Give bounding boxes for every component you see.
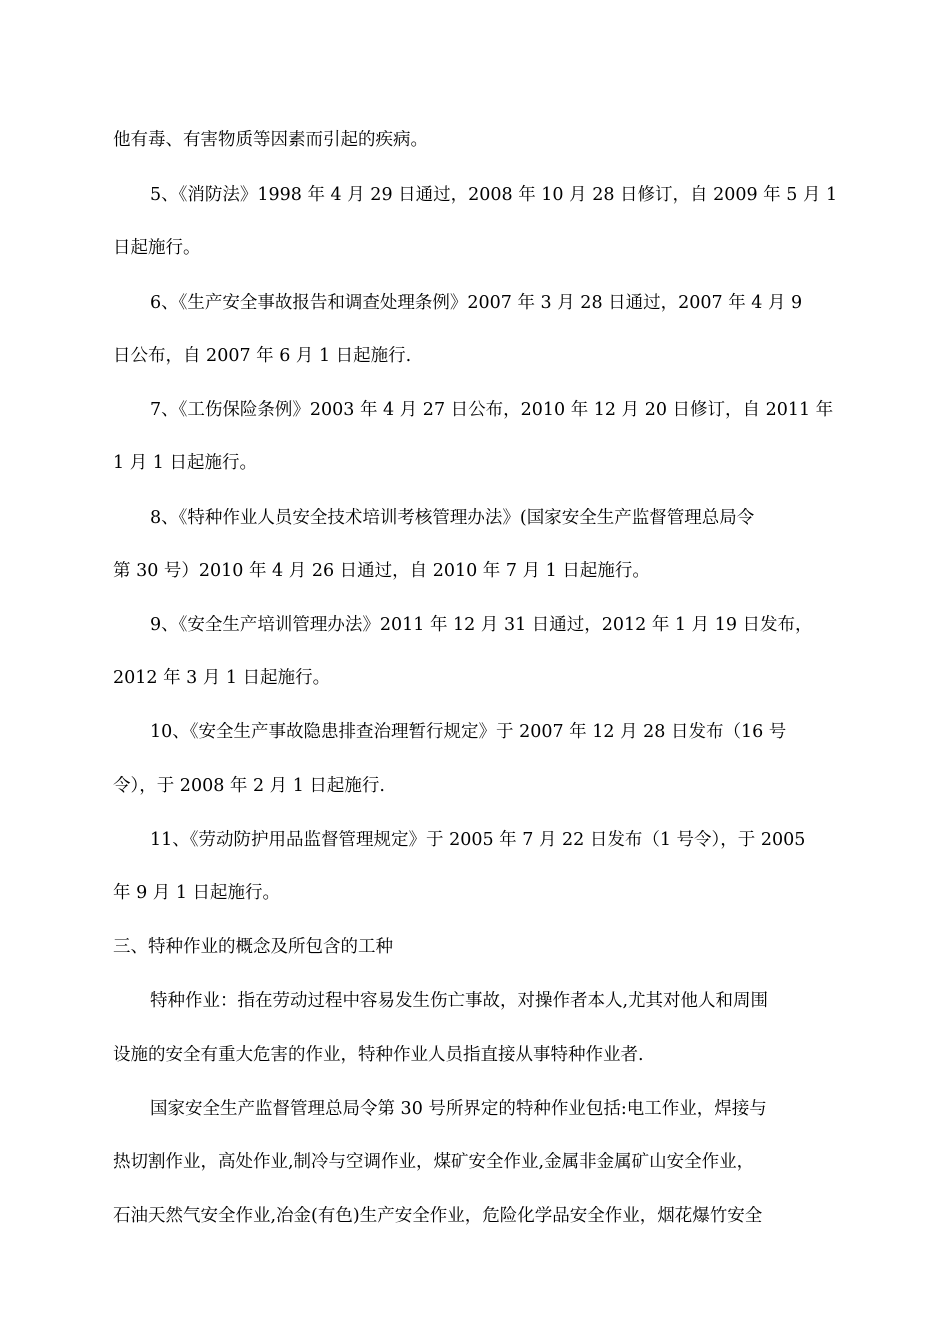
text-line: 令），于 2008 年 2 月 1 日起施行. <box>113 776 385 796</box>
text-line: 年 9 月 1 日起施行。 <box>113 883 281 903</box>
text-line: 11、《劳动防护用品监督管理规定》于 2005 年 7 月 22 日发布（1 号令），于 2005 <box>150 830 806 850</box>
text-line: 10、《安全生产事故隐患排查治理暂行规定》于 2007 年 12 月 28 日发布（16 号 <box>150 722 787 742</box>
section-heading: 三、特种作业的概念及所包含的工种 <box>113 937 393 957</box>
text-line: 设施的安全有重大危害的作业，特种作业人员指直接从事特种作业者. <box>113 1045 644 1065</box>
text-line: 热切割作业，高处作业,制冷与空调作业，煤矿安全作业,金属非金属矿山安全作业， <box>113 1152 755 1172</box>
text-line: 日公布，自 2007 年 6 月 1 日起施行. <box>113 346 412 366</box>
text-line: 7、《工伤保险条例》2003 年 4 月 27 日公布，2010 年 12 月 20 日修订，自 2011 年 <box>150 400 834 420</box>
text-line: 特种作业：指在劳动过程中容易发生伤亡事故，对操作者本人,尤其对他人和周围 <box>150 991 769 1011</box>
text-line: 第 30 号）2010 年 4 月 26 日通过，自 2010 年 7 月 1 日起施行。 <box>113 561 650 581</box>
text-line: 6、《生产安全事故报告和调查处理条例》2007 年 3 月 28 日通过，2007 年 4 月 9 <box>150 293 803 313</box>
text-line: 5、《消防法》1998 年 4 月 29 日通过，2008 年 10 月 28 日修订，自 2009 年 5 月 1 <box>150 185 838 205</box>
text-line: 8、《特种作业人员安全技术培训考核管理办法》(国家安全生产监督管理总局令 <box>150 508 755 528</box>
text-line: 石油天然气安全作业,冶金(有色)生产安全作业，危险化学品安全作业，烟花爆竹安全 <box>113 1206 763 1226</box>
text-line: 国家安全生产监督管理总局令第 30 号所界定的特种作业包括:电工作业，焊接与 <box>150 1099 767 1119</box>
text-line: 日起施行。 <box>113 238 201 258</box>
text-line: 2012 年 3 月 1 日起施行。 <box>113 668 331 688</box>
text-line: 他有毒、有害物质等因素而引起的疾病。 <box>113 130 428 150</box>
text-line: 9、《安全生产培训管理办法》2011 年 12 月 31 日通过，2012 年 1 月 19 日发布， <box>150 615 813 635</box>
text-line: 1 月 1 日起施行。 <box>113 453 257 473</box>
